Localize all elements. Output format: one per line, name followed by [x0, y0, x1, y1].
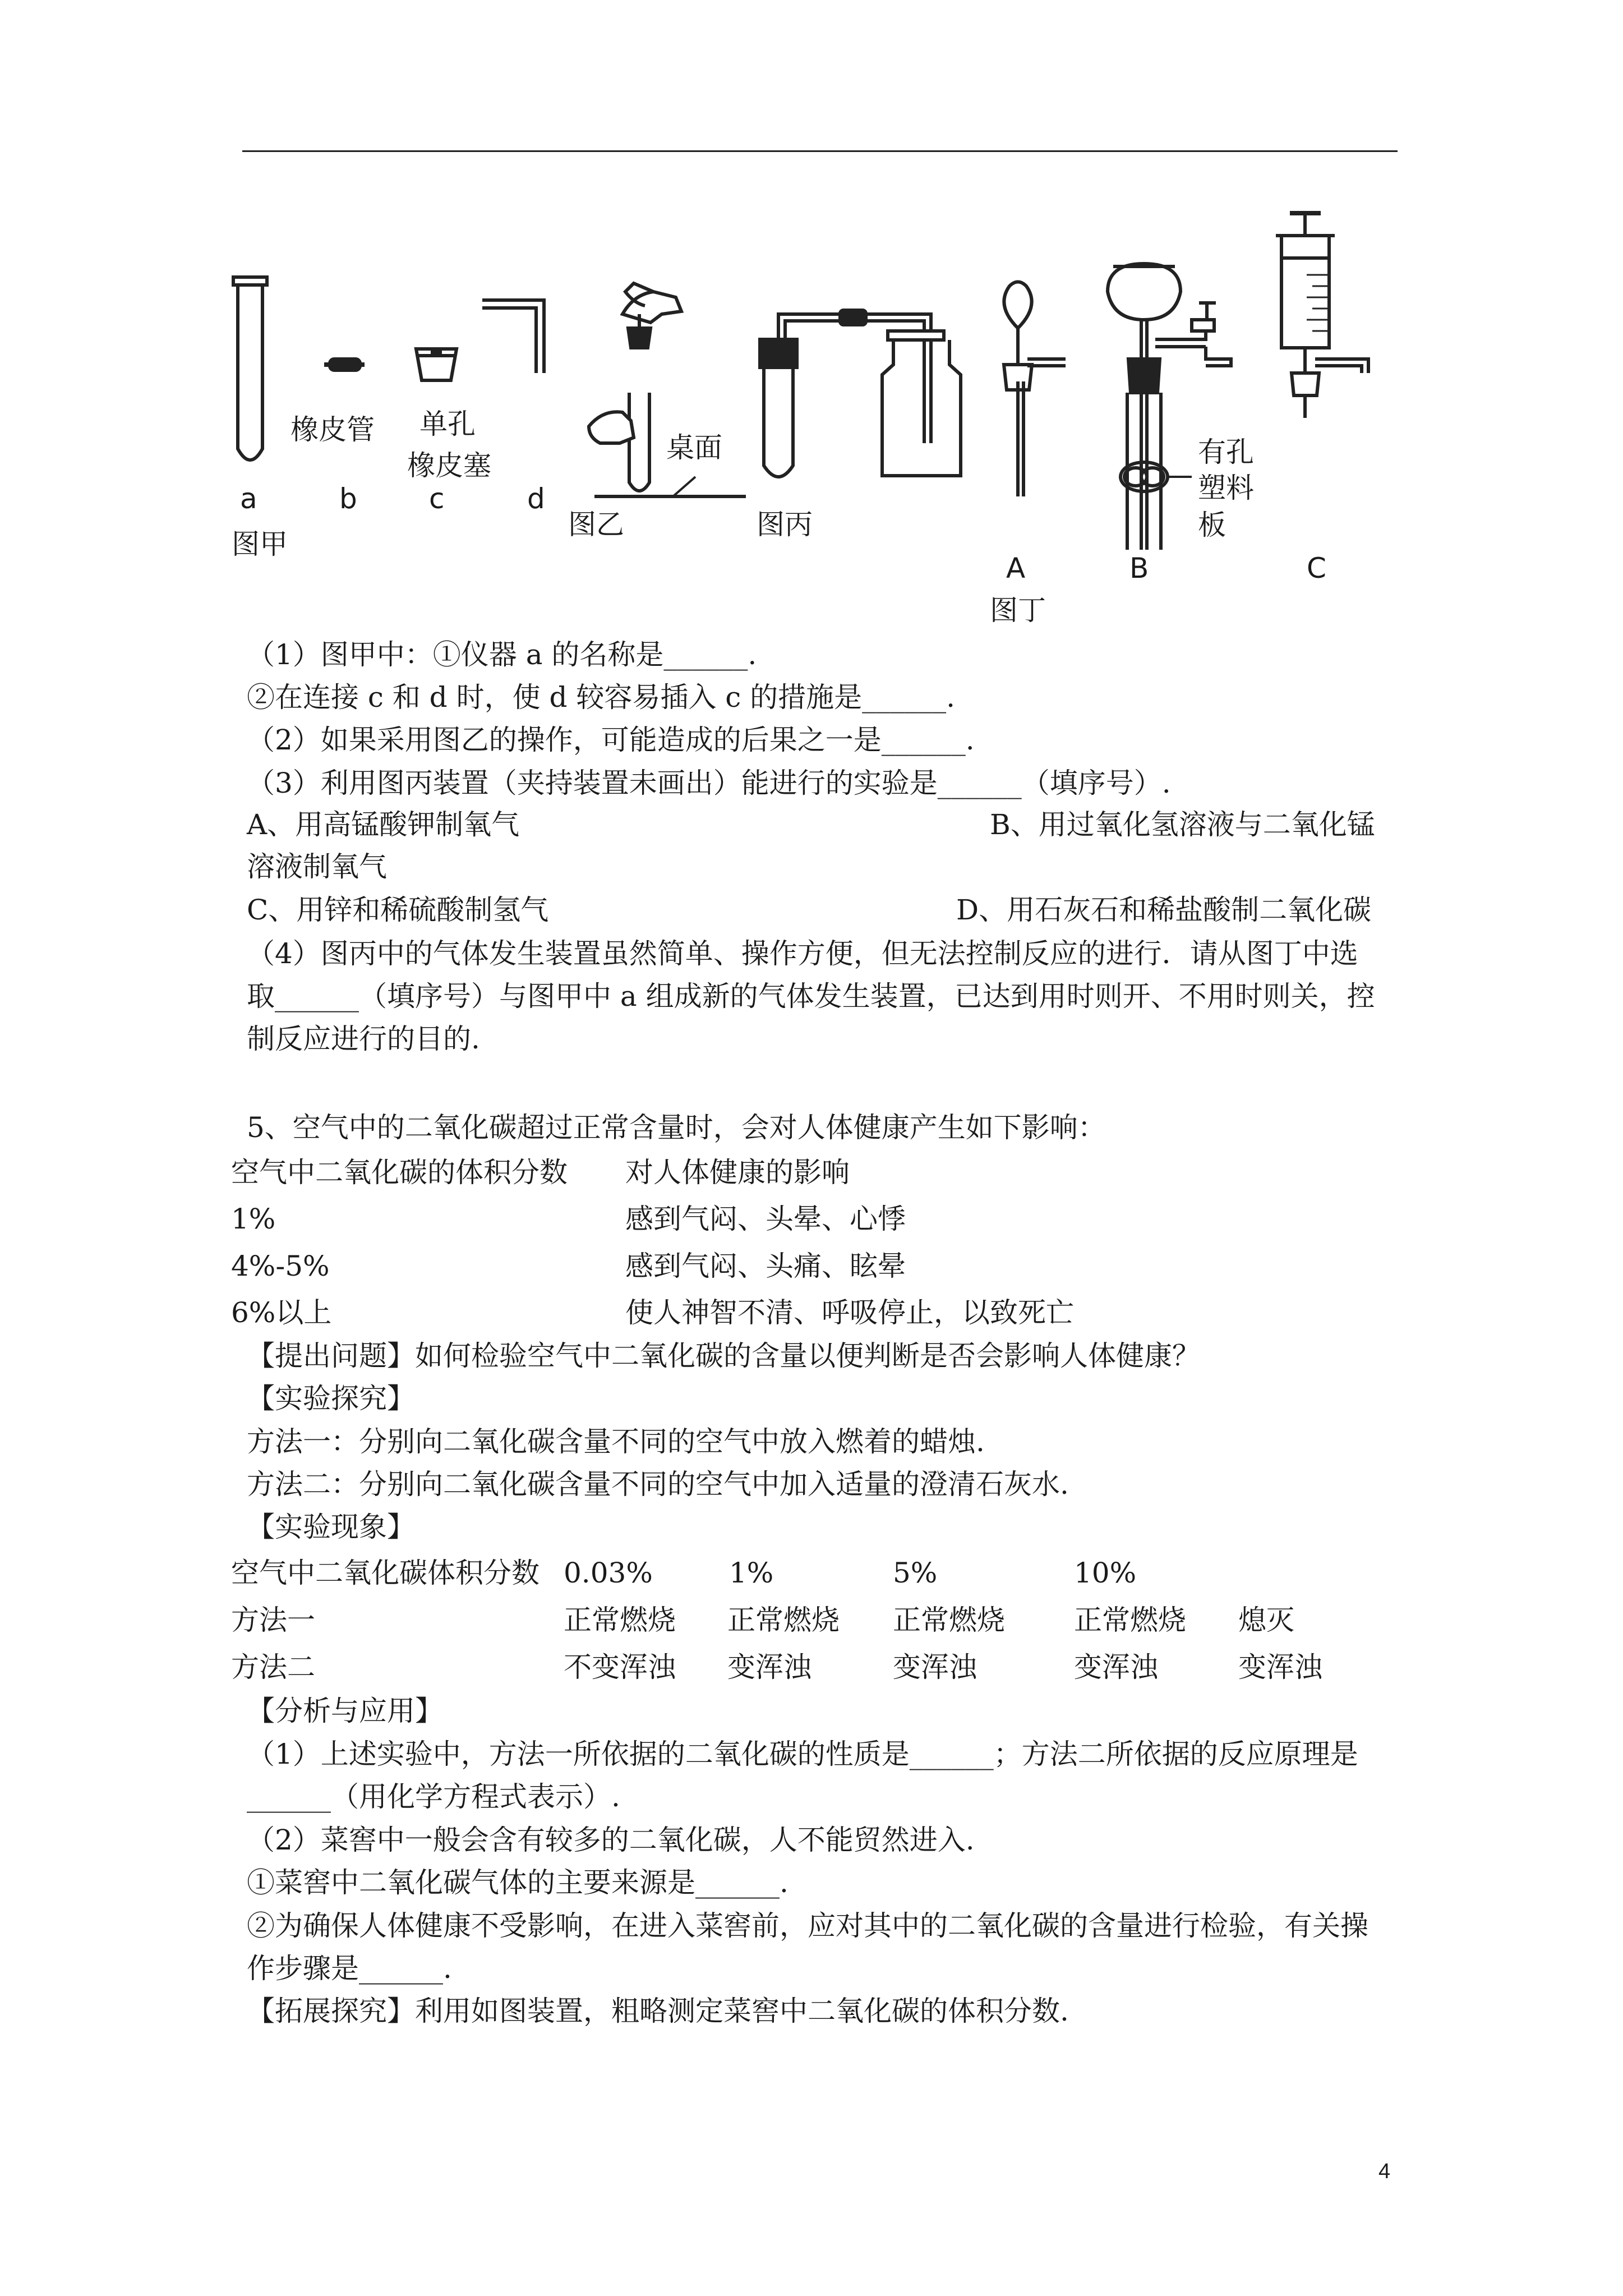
q5-analysis-1: （1）上述实验中，方法一所依据的二氧化碳的性质是______；方法二所依据的反应原理是 [247, 1738, 1358, 1770]
label-b: b [339, 482, 357, 515]
bent-tube-d-drawing [482, 300, 544, 373]
caption-jia: 图甲 [232, 528, 288, 560]
t2-row2-c2: 变浑浊 [727, 1651, 811, 1683]
label-desk: 桌面 [666, 431, 722, 464]
rubber-tube-b-drawing [324, 359, 365, 370]
stopper-c-drawing [416, 349, 457, 380]
q5-analysis-2-1: ①菜窖中二氧化碳气体的主要来源是______. [247, 1866, 789, 1899]
q4-line-4: （3）利用图丙装置（夹持装置未画出）能进行的实验是______（填序号）. [247, 767, 1171, 799]
t2-row1-label: 方法一 [231, 1604, 315, 1636]
t1-row2-col1: 4%-5% [231, 1250, 330, 1282]
q5-analysis-2-2-cont: 作步骤是______. [247, 1952, 452, 1985]
page-number: 4 [1378, 2160, 1391, 2183]
q4-option-c: C、用锌和稀硫酸制氢气 [247, 894, 549, 926]
t2-row2-label: 方法二 [231, 1651, 315, 1683]
label-stopper-2: 橡皮塞 [407, 449, 491, 482]
q4-line-7: 制反应进行的目的. [247, 1023, 480, 1055]
t2-row1-c1: 正常燃烧 [564, 1604, 676, 1636]
q4-line-3: （2）如果采用图乙的操作，可能造成的后果之一是______. [247, 724, 975, 756]
label-plate-3: 板 [1198, 509, 1226, 541]
figure-bing-drawing [760, 310, 961, 477]
q5-method-1: 方法一：分别向二氧化碳含量不同的空气中放入燃着的蜡烛. [247, 1425, 985, 1458]
label-c: c [429, 482, 445, 515]
q4-option-b: B、用过氧化氢溶液与二氧化锰 [990, 808, 1375, 841]
label-a: a [240, 482, 257, 515]
label-B: B [1129, 552, 1149, 585]
t2-row1-c4: 正常燃烧 [1074, 1604, 1186, 1636]
q5-analysis-2-2: ②为确保人体健康不受影响，在进入菜窖前，应对其中的二氧化碳的含量进行检验，有关操 [247, 1910, 1368, 1942]
t1-row1-col1: 1% [231, 1203, 276, 1235]
q5-question: 【提出问题】如何检验空气中二氧化碳的含量以便判断是否会影响人体健康？ [247, 1340, 1200, 1372]
q5-intro: 5、空气中的二氧化碳超过正常含量时，会对人体健康产生如下影响： [247, 1111, 1106, 1144]
t2-row1-c5: 熄灭 [1238, 1604, 1294, 1636]
q5-extension: 【拓展探究】利用如图装置，粗略测定菜窖中二氧化碳的体积分数. [247, 1995, 1069, 2027]
caption-yi: 图乙 [568, 508, 624, 541]
label-d: d [527, 482, 545, 515]
label-plate-1: 有孔 [1198, 436, 1254, 468]
label-plate-2: 塑料 [1198, 472, 1254, 504]
t2-header-1: 1% [729, 1557, 774, 1589]
t2-row1-c3: 正常燃烧 [893, 1604, 1005, 1636]
q4-line-6: 取______（填序号）与图甲中 a 组成新的气体发生装置，已达到用时则开、不用时则关，控 [247, 980, 1375, 1013]
label-C: C [1307, 552, 1326, 585]
t1-header-1: 空气中二氧化碳的体积分数 [231, 1156, 568, 1189]
t2-row1-c2: 正常燃烧 [727, 1604, 840, 1636]
q4-line-5: （4）图丙中的气体发生装置虽然简单、操作方便，但无法控制反应的进行．请从图丁中选 [247, 937, 1358, 970]
figure-ding-A-drawing [1004, 282, 1066, 497]
t2-row2-c4: 变浑浊 [1074, 1651, 1158, 1683]
figure-ding-C-drawing [1276, 213, 1368, 418]
t2-header-label: 空气中二氧化碳体积分数 [231, 1557, 540, 1589]
q5-analysis-2: （2）菜窖中一般会含有较多的二氧化碳，人不能贸然进入. [247, 1824, 975, 1856]
q4-option-b-cont: 溶液制氧气 [247, 850, 387, 883]
t1-row1-col2: 感到气闷、头晕、心悸 [625, 1203, 906, 1235]
t2-row2-c3: 变浑浊 [893, 1651, 977, 1683]
label-stopper-1: 单孔 [419, 408, 476, 440]
caption-ding: 图丁 [990, 594, 1046, 627]
t1-row3-col2: 使人神智不清、呼吸停止，以致死亡 [625, 1296, 1074, 1329]
label-A: A [1006, 552, 1026, 585]
t2-row2-c5: 变浑浊 [1238, 1651, 1322, 1683]
q5-phenomena: 【实验现象】 [247, 1511, 415, 1543]
t2-row2-c1: 不变浑浊 [564, 1651, 676, 1683]
t2-header-0-03: 0.03% [564, 1557, 653, 1589]
q4-option-d: D、用石灰石和稀盐酸制二氧化碳 [956, 894, 1372, 926]
t1-row3-col1: 6%以上 [231, 1296, 332, 1329]
label-rubber-tube: 橡皮管 [291, 413, 375, 446]
t2-header-10: 10% [1074, 1557, 1137, 1589]
q5-method-2: 方法二：分别向二氧化碳含量不同的空气中加入适量的澄清石灰水. [247, 1468, 1069, 1501]
test-tube-a-drawing [233, 277, 267, 460]
q5-explore: 【实验探究】 [247, 1382, 415, 1415]
q5-analysis: 【分析与应用】 [247, 1695, 443, 1727]
caption-bing: 图丙 [757, 508, 813, 541]
q5-analysis-1-cont: ______（用化学方程式表示）. [247, 1780, 620, 1813]
q4-line-1: （1）图甲中：①仪器 a 的名称是______. [247, 638, 757, 671]
q4-option-a: A、用高锰酸钾制氧气 [247, 808, 520, 841]
t2-header-5: 5% [893, 1557, 938, 1589]
t1-header-2: 对人体健康的影响 [625, 1156, 850, 1189]
t1-row2-col2: 感到气闷、头痛、眩晕 [625, 1250, 906, 1282]
q4-line-2: ②在连接 c 和 d 时，使 d 较容易插入 c 的措施是______. [247, 681, 956, 714]
